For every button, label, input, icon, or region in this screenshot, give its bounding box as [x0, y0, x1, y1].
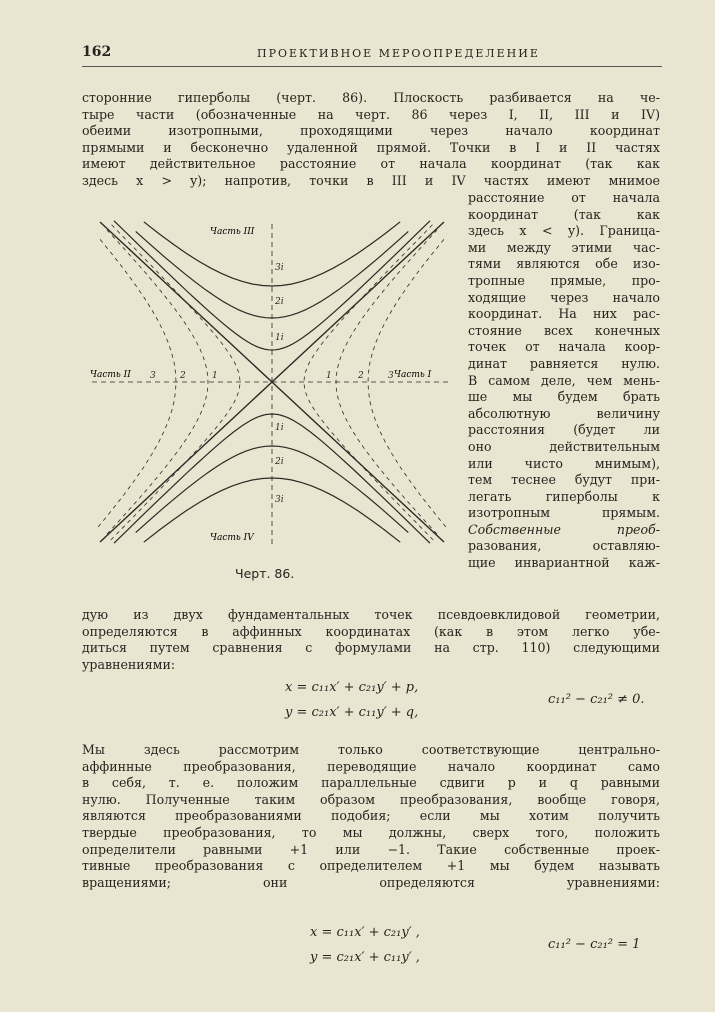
- scale-mark: 2i: [275, 457, 284, 467]
- text-line: координат (так как: [468, 206, 660, 222]
- scale-mark: 1: [212, 371, 218, 381]
- formula-2-y: y = c₂₁x′ + c₁₁y′ ,: [310, 950, 420, 965]
- scale-mark: 2: [180, 371, 186, 381]
- scale-mark: 3i: [275, 495, 284, 505]
- text-line: тем теснее будут при-: [468, 472, 660, 488]
- scale-mark: 3: [150, 371, 156, 381]
- text-line: Мы здесь рассмотрим только соответствующие центрально-: [82, 742, 660, 757]
- paragraph-1-right-column: [468, 190, 660, 572]
- scale-mark: 1: [326, 371, 332, 381]
- text-line: легать гиперболы к: [468, 488, 660, 504]
- page-header: [82, 44, 662, 67]
- text-line: здесь x > y); напротив, точки в III и IV частях имеют мнимое: [82, 172, 660, 188]
- text-line: ходящие через начало: [468, 289, 660, 305]
- text-line: нулю. Полученные таким образом преобразования, вообще говоря,: [82, 791, 660, 807]
- text-line: дую из двух фундаментальных точек псевдоевклидовой геометрии,: [82, 607, 660, 622]
- text-line: расстояния (будет ли: [468, 422, 660, 438]
- text-line: вращениями; они определяются уравнениями:: [82, 874, 660, 890]
- text-line: абсолютную величину: [468, 405, 660, 421]
- text-line: в себя, т. е. положим параллельные сдвиги p и q равными: [82, 775, 660, 791]
- page-number: 162: [82, 44, 112, 60]
- text-line: В самом деле, чем мень-: [468, 372, 660, 388]
- text-line: динат равняется нулю.: [468, 355, 660, 371]
- formula-1-condition: c₁₁² − c₂₁² ≠ 0.: [548, 692, 645, 707]
- formula-2-condition: c₁₁² − c₂₁² = 1: [548, 937, 641, 952]
- text-line: сторонние гиперболы (черт. 86). Плоскость разбивается на че-: [82, 90, 660, 105]
- text-line: здесь x < y). Граница-: [468, 223, 660, 239]
- running-head: ПРОЕКТИВНОЕ МЕРООПРЕДЕЛЕНИЕ: [257, 47, 540, 60]
- text-line: ми между этими час-: [468, 239, 660, 255]
- text-line: стояние всех конечных: [468, 322, 660, 338]
- text-line: разования, оставляю-: [468, 538, 660, 554]
- hyperbola-horizontal: [304, 224, 433, 540]
- formula-1-x: x = c₁₁x′ + c₂₁y′ + p,: [285, 680, 419, 695]
- text-line-italic: Собственные преоб-: [468, 521, 660, 537]
- scale-mark: 3: [388, 371, 394, 381]
- text-line: точек от начала коор-: [468, 339, 660, 355]
- text-line: прямыми и бесконечно удаленной прямой. Точки в I и II частях: [82, 139, 660, 155]
- scale-mark: 1i: [275, 333, 284, 343]
- text-line: являются преобразованиями подобия; если мы хотим получить: [82, 808, 660, 824]
- paragraph-1: [82, 90, 660, 190]
- text-line: оно действительным: [468, 438, 660, 454]
- label-part-iv: Часть IV: [210, 533, 254, 543]
- scale-mark: 3i: [275, 263, 284, 273]
- paragraph-3: [82, 742, 660, 891]
- formula-2-x: x = c₁₁x′ + c₂₁y′ ,: [310, 925, 420, 940]
- text-line: тыре части (обозначенные на черт. 86 через I, II, III и IV): [82, 106, 660, 122]
- scale-mark: 2i: [275, 297, 284, 307]
- paragraph-2: [82, 607, 660, 673]
- figure-caption: Черт. 86.: [235, 566, 295, 581]
- text-line: щие инвариантной каж-: [468, 555, 660, 571]
- text-line: тивные преобразования с определителем +1 мы будем называть: [82, 858, 660, 874]
- text-line: определители равными +1 или −1. Такие собственные проек-: [82, 841, 660, 857]
- text-line: координат. На них рас-: [468, 306, 660, 322]
- text-line: расстояние от начала: [468, 190, 660, 205]
- text-line: обеими изотропными, проходящими через начало координат: [82, 123, 660, 139]
- axes: [92, 224, 452, 544]
- label-part-ii: Часть II: [90, 370, 131, 380]
- scale-mark: 2: [358, 371, 364, 381]
- text-line: диться путем сравнения с формулами на стр. 110) следующими: [82, 640, 660, 656]
- label-part-i: Часть I: [394, 370, 432, 380]
- text-line: или чисто мнимым),: [468, 455, 660, 471]
- text-line: определяются в аффинных координатах (как в этом легко убе-: [82, 623, 660, 639]
- text-line: имеют действительное расстояние от начала координат (так как: [82, 156, 660, 172]
- scale-mark: 1i: [275, 423, 284, 433]
- hyperbola-figure: [82, 212, 462, 582]
- text-line: уравнениями:: [82, 656, 176, 672]
- text-line: аффинные преобразования, переводящие начало координат само: [82, 758, 660, 774]
- label-part-iii: Часть III: [210, 227, 255, 237]
- text-line: твердые преобразования, то мы должны, сверх того, положить: [82, 824, 660, 840]
- text-line: ше мы будем брать: [468, 389, 660, 405]
- text-line: тями являются обе изо-: [468, 256, 660, 272]
- text-line: изотропным прямым.: [468, 505, 660, 521]
- text-line: тропные прямые, про-: [468, 272, 660, 288]
- formula-1-y: y = c₂₁x′ + c₁₁y′ + q,: [285, 705, 419, 720]
